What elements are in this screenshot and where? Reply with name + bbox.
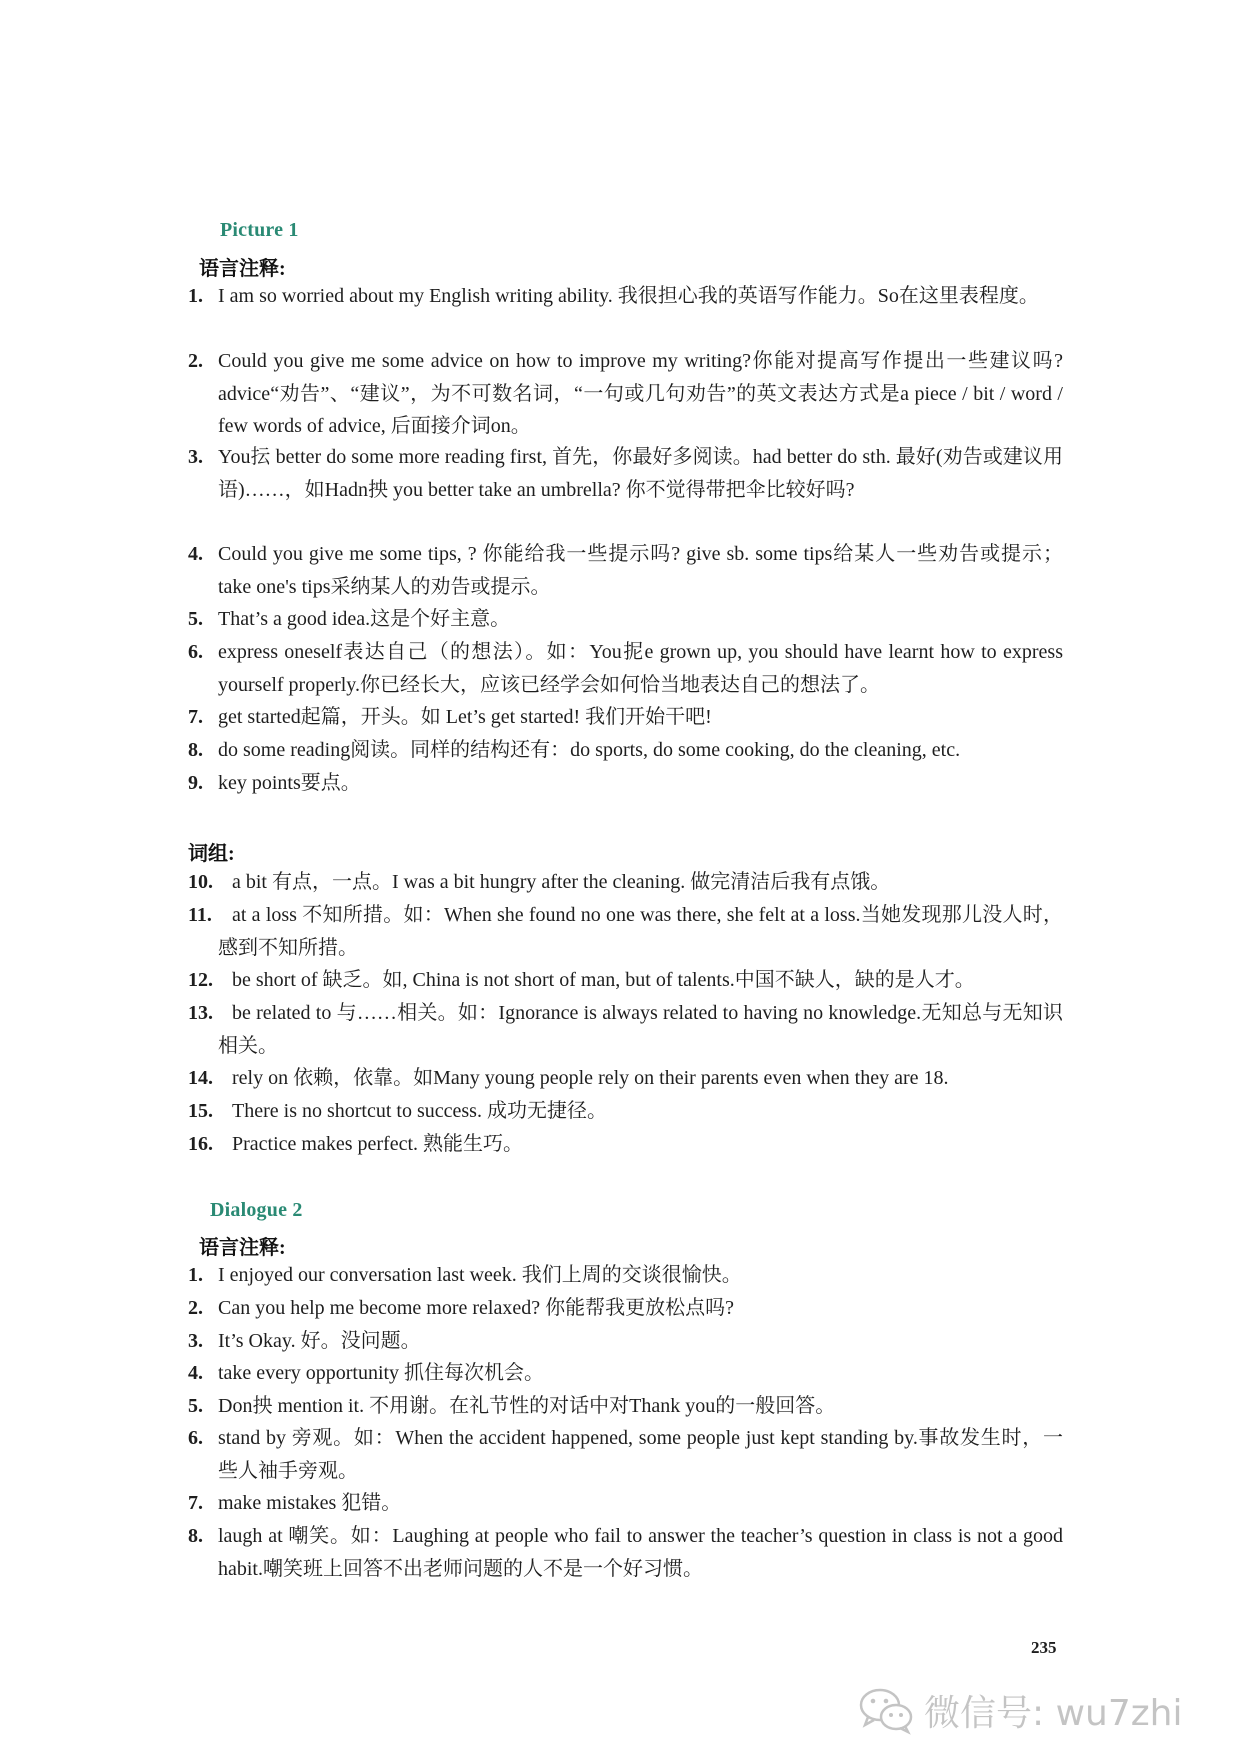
list-item [188, 1062, 1063, 1095]
item-text: stand by 旁观。如：When the accident happened, some people just kept standing by.事故发生时，一些人袖手旁观。 [218, 1427, 1063, 1482]
item-number: 8. [188, 739, 203, 761]
item-number: 7. [188, 1492, 203, 1514]
item-number: 14. [188, 1067, 213, 1089]
item-number: 2. [188, 350, 203, 372]
section1-title: Picture 1 [220, 219, 299, 241]
item-number: 6. [188, 641, 203, 663]
item-number: 5. [188, 608, 203, 630]
item-text: rely on 依赖，依靠。如Many young people rely on their parents even when they are 18. [232, 1067, 949, 1089]
item-number: 16. [188, 1133, 213, 1155]
item-number: 12. [188, 969, 213, 991]
list-item [188, 1292, 1063, 1325]
list-item [188, 603, 1063, 636]
list-item [188, 441, 1063, 506]
item-text: I enjoyed our conversation last week. 我们上周的交谈很愉快。 [218, 1264, 742, 1286]
item-text: Could you give me some advice on how to improve my writing?你能对提高写作提出一些建议吗? advice“劝告”、“建议”，为不可数名词，“一句或几句劝告”的英文表达方式是a piece / bit / word / few words of advice, 后面接介词on。 [218, 350, 1063, 437]
item-number: 6. [188, 1427, 203, 1449]
item-text: express oneself表达自己（的想法）。如：You抳e grown up, you should have learnt how to express yourself properly.你已经长大，应该已经学会如何恰当地表达自己的想法了。 [218, 641, 1063, 696]
item-number: 11. [188, 904, 212, 926]
item-number: 4. [188, 543, 203, 565]
page-number: 235 [1031, 1638, 1057, 1657]
item-number: 13. [188, 1002, 213, 1024]
item-number: 8. [188, 1525, 203, 1547]
list-item [188, 280, 1063, 313]
item-text: Practice makes perfect. 熟能生巧。 [232, 1133, 524, 1155]
list-item [188, 1259, 1063, 1292]
item-text: key points要点。 [218, 772, 361, 794]
item-text: a bit 有点，一点。I was a bit hungry after the cleaning. 做完清洁后我有点饿。 [232, 871, 891, 893]
watermark [858, 1682, 1182, 1738]
list-item [188, 997, 1063, 1062]
item-text: It’s Okay. 好。没问题。 [218, 1330, 421, 1352]
item-number: 2. [188, 1297, 203, 1319]
item-text: That’s a good idea.这是个好主意。 [218, 608, 511, 630]
list-item [188, 701, 1063, 734]
item-text: do some reading阅读。同样的结构还有：do sports, do some cooking, do the cleaning, etc. [218, 739, 961, 761]
list-item [188, 767, 1063, 800]
list-item [188, 1357, 1063, 1390]
wechat-icon [858, 1685, 916, 1735]
section2-notes-heading: 语言注释: [199, 1237, 286, 1259]
list-item [188, 636, 1063, 701]
list-item [188, 1520, 1063, 1585]
item-number: 4. [188, 1362, 203, 1384]
item-text: You抎 better do some more reading first, 首先，你最好多阅读。had better do sth. 最好(劝告或建议用语)……，如Hadn抰 you better take an umbrella? 你不觉得带把伞比较好吗? [218, 446, 1063, 501]
item-text: Can you help me become more relaxed? 你能帮我更放松点吗? [218, 1297, 734, 1319]
item-number: 3. [188, 446, 203, 468]
item-text: make mistakes 犯错。 [218, 1492, 402, 1514]
item-number: 3. [188, 1330, 203, 1352]
item-text: I am so worried about my English writing ability. 我很担心我的英语写作能力。So在这里表程度。 [218, 285, 1039, 307]
item-text: at a loss 不知所措。如：When she found no one was there, she felt at a loss.当她发现那儿没人时，感到不知所措。 [218, 904, 1063, 959]
list-item [188, 964, 1063, 997]
item-text: get started起篇，开头。如 Let’s get started! 我们开始干吧! [218, 706, 712, 728]
item-number: 10. [188, 871, 213, 893]
item-number: 9. [188, 772, 203, 794]
list-item [188, 1128, 1063, 1161]
item-text: be related to 与……相关。如：Ignorance is always related to having no knowledge.无知总与无知识相关。 [218, 1002, 1063, 1057]
list-item [188, 866, 1063, 899]
item-text: laugh at 嘲笑。如：Laughing at people who fail to answer the teacher’s question in class is not a good habit.嘲笑班上回答不出老师问题的人不是一个好习惯。 [218, 1525, 1063, 1580]
item-number: 1. [188, 285, 203, 307]
list-item [188, 734, 1063, 767]
list-item [188, 1095, 1063, 1128]
section1-notes-heading: 语言注释: [199, 258, 286, 280]
item-number: 7. [188, 706, 203, 728]
list-item [188, 538, 1063, 603]
list-item [188, 1325, 1063, 1358]
item-number: 1. [188, 1264, 203, 1286]
item-text: be short of 缺乏。如, China is not short of man, but of talents.中国不缺人，缺的是人才。 [232, 969, 975, 991]
list-item [188, 1390, 1063, 1423]
item-number: 5. [188, 1395, 203, 1417]
list-item [188, 1487, 1063, 1520]
list-item [188, 899, 1063, 964]
item-text: take every opportunity 抓住每次机会。 [218, 1362, 545, 1384]
section2-title: Dialogue 2 [210, 1199, 303, 1221]
watermark-text: 微信号: wu7zhi [924, 1692, 1183, 1734]
list-item [188, 1422, 1063, 1487]
item-text: Could you give me some tips, ? 你能给我一些提示吗? give sb. some tips给某人一些劝告或提示；take one's tips采纳某人的劝告或提示。 [218, 543, 1063, 598]
section1-phrases-heading: 词组: [188, 843, 235, 865]
list-item [188, 345, 1063, 443]
item-number: 15. [188, 1100, 213, 1122]
item-text: There is no shortcut to success. 成功无捷径。 [232, 1100, 607, 1122]
item-text: Don抰 mention it. 不用谢。在礼节性的对话中对Thank you的一般回答。 [218, 1395, 836, 1417]
